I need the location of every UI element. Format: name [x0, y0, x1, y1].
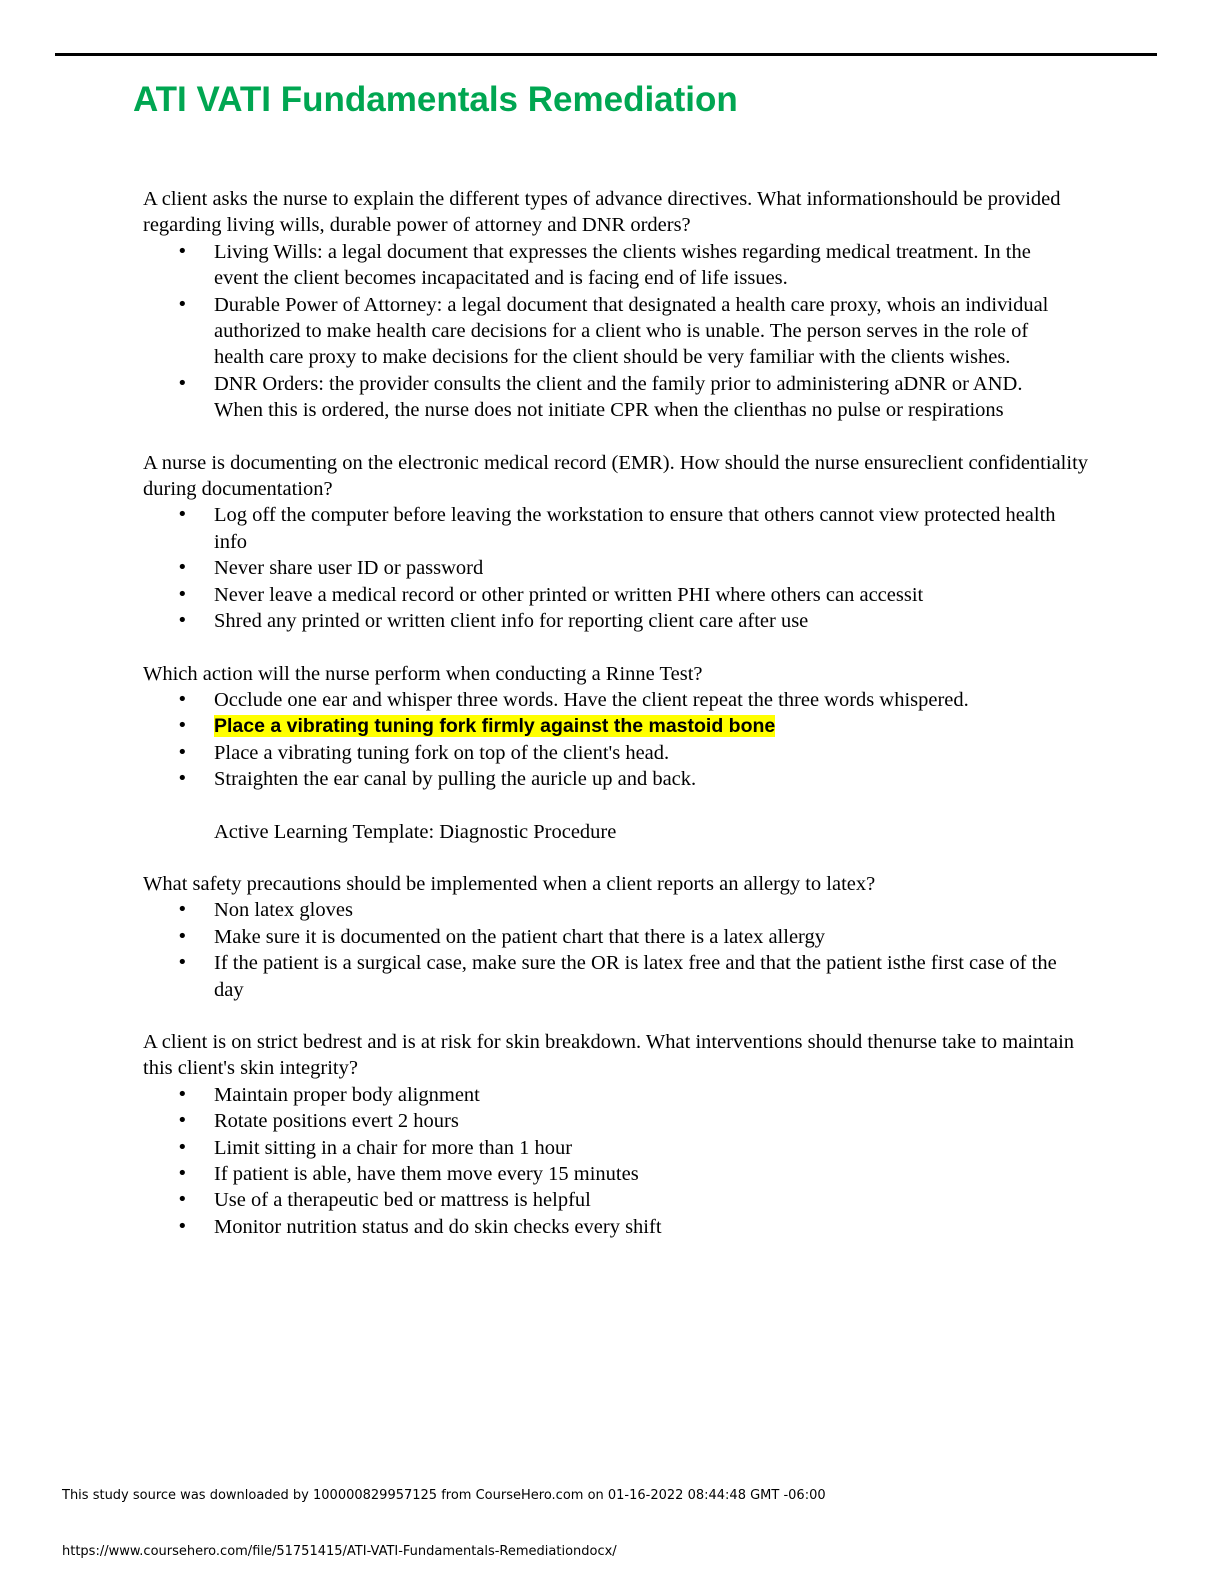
answer-item — [143, 292, 1074, 371]
bullet-icon: • — [177, 293, 188, 315]
answer-text: Maintain proper body alignment — [214, 1083, 480, 1106]
bullet-icon: • — [177, 610, 188, 632]
answer-item — [143, 555, 1074, 581]
answer-item — [143, 766, 1074, 792]
answer-text: If the patient is a surgical case, make sure the OR is latex free and that the patient isthe first case of the day — [214, 952, 1057, 1001]
answer-item — [143, 608, 1074, 634]
bullet-icon: • — [177, 688, 188, 710]
bullet-icon: • — [177, 741, 188, 763]
footer-source-url[interactable]: https://www.coursehero.com/file/51751415/ATI-VATI-Fundamentals-Remediationdocx/ — [62, 1544, 617, 1559]
answer-item — [143, 740, 1074, 766]
document-title: ATI VATI Fundamentals Remediation — [133, 80, 738, 119]
bullet-icon: • — [177, 557, 188, 579]
answer-text: Rotate positions evert 2 hours — [214, 1110, 459, 1133]
answer-list — [143, 502, 1103, 634]
answer-text: Make sure it is documented on the patient chart that there is a latex allergy — [214, 925, 825, 948]
answer-text: Monitor nutrition status and do skin checks every shift — [214, 1215, 662, 1238]
question-block — [143, 450, 1103, 635]
question-block — [143, 871, 1103, 1003]
bullet-icon: • — [177, 372, 188, 394]
answer-text: Living Wills: a legal document that expresses the clients wishes regarding medical treatment. In the event the client becomes incapacitated and is facing end of life issues. — [214, 240, 1031, 290]
answer-item — [143, 1135, 1074, 1161]
question-text: A client is on strict bedrest and is at risk for skin breakdown. What interventions should thenurse take to maintain this client's skin integrity? — [143, 1030, 1075, 1080]
bullet-icon: • — [177, 925, 188, 947]
bullet-icon: • — [177, 240, 188, 262]
answer-text: DNR Orders: the provider consults the client and the family prior to administering aDNR or AND. When this is ordered, the nurse does not initiate CPR when the clienthas no pulse or respirations — [214, 372, 1023, 422]
bullet-icon: • — [177, 768, 188, 790]
bullet-icon: • — [177, 1083, 188, 1105]
answer-text: Durable Power of Attorney: a legal document that designated a health care proxy, whois an individual authorized to make health care decisions for a client who is unable. The person serves in the role of health care proxy to make decisions for the client should be very familiar with the clients wishes. — [214, 293, 1049, 369]
bullet-icon: • — [177, 1110, 188, 1132]
answer-item — [143, 1214, 1074, 1240]
bullet-icon: • — [177, 715, 188, 737]
answer-item — [143, 582, 1074, 608]
answer-item — [143, 950, 1074, 1003]
answer-text: Place a vibrating tuning fork on top of the client's head. — [214, 741, 670, 764]
bullet-icon: • — [177, 952, 188, 974]
question-text: What safety precautions should be implemented when a client reports an allergy to latex? — [143, 872, 876, 895]
answer-item — [143, 1082, 1074, 1108]
bullet-icon: • — [177, 504, 188, 526]
template-note: Active Learning Template: Diagnostic Procedure — [214, 820, 617, 843]
answer-item — [143, 687, 1074, 713]
bullet-icon: • — [177, 1163, 188, 1184]
answer-item — [143, 239, 1074, 292]
answer-list — [143, 687, 1103, 793]
answer-text: Non latex gloves — [214, 899, 353, 922]
answer-item — [143, 924, 1074, 950]
question-text: A nurse is documenting on the electronic medical record (EMR). How should the nurse ensureclient confidentiality during documentation? — [143, 451, 1089, 501]
top-horizontal-rule — [55, 53, 1157, 56]
bullet-icon: • — [177, 1189, 188, 1211]
answer-text: Never share user ID or password — [214, 557, 484, 580]
bullet-icon: • — [177, 583, 188, 605]
answer-text: Straighten the ear canal by pulling the auricle up and back. — [214, 768, 697, 791]
answer-item — [143, 1108, 1074, 1134]
highlighted-answer-item — [143, 713, 1074, 739]
answer-text: Occlude one ear and whisper three words. Have the client repeat the three words whispered. — [214, 688, 969, 711]
question-block — [143, 186, 1103, 424]
question-block — [143, 661, 1103, 845]
footer-download-notice: This study source was downloaded by 100000829957125 from CourseHero.com on 01-16-2022 08:44:48 GMT -06:00 — [62, 1488, 826, 1503]
document-body — [143, 186, 1103, 1266]
answer-item — [143, 1187, 1074, 1213]
answer-text: Shred any printed or written client info for reporting client care after use — [214, 610, 809, 633]
answer-text: Use of a therapeutic bed or mattress is helpful — [214, 1189, 591, 1212]
question-text: A client asks the nurse to explain the different types of advance directives. What informationshould be provided regarding living wills, durable power of attorney and DNR orders? — [143, 188, 1061, 237]
answer-text: Log off the computer before leaving the workstation to ensure that others cannot view protected health info — [214, 504, 1056, 553]
answer-list — [143, 239, 1103, 424]
question-block — [143, 1029, 1103, 1240]
answer-list — [143, 1082, 1103, 1240]
answer-item — [143, 371, 1074, 424]
answer-item — [143, 1161, 1074, 1187]
answer-item — [143, 502, 1074, 555]
answer-list — [143, 897, 1103, 1003]
answer-text: If patient is able, have them move every 15 minutes — [214, 1163, 639, 1185]
question-text: Which action will the nurse perform when conducting a Rinne Test? — [143, 662, 703, 685]
answer-item — [143, 897, 1074, 923]
bullet-icon: • — [177, 899, 188, 921]
answer-text: Never leave a medical record or other printed or written PHI where others can accessit — [214, 583, 924, 606]
bullet-icon: • — [177, 1215, 188, 1237]
bullet-icon: • — [177, 1136, 188, 1158]
answer-text: Place a vibrating tuning fork firmly against the mastoid bone — [214, 715, 776, 738]
answer-text: Limit sitting in a chair for more than 1 hour — [214, 1136, 573, 1159]
